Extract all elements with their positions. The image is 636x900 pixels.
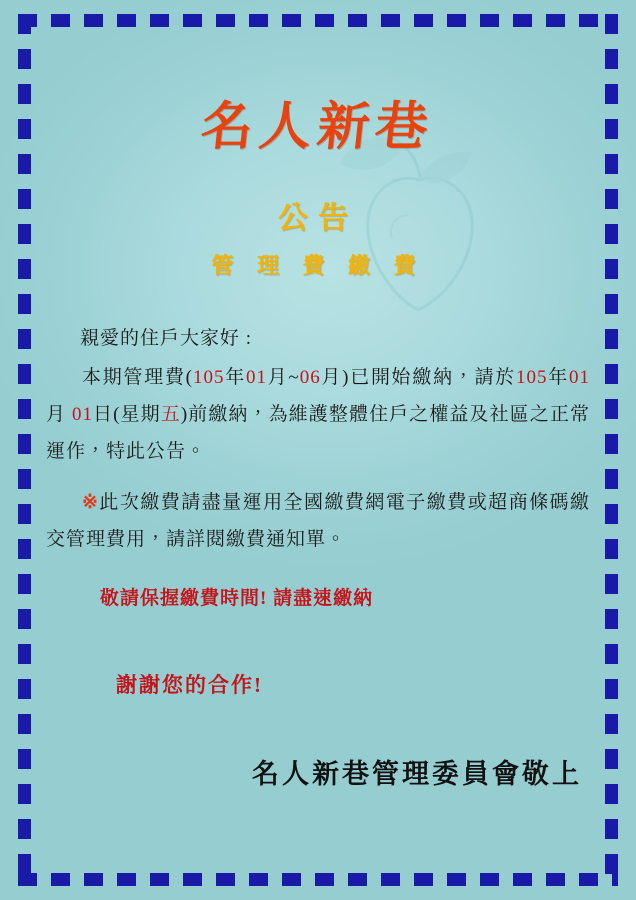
- page-subtitle: 管 理 費 繳 費: [211, 253, 425, 278]
- period-year-unit: 年: [224, 367, 246, 389]
- due-month-unit: 月: [46, 404, 67, 426]
- poster-content: [46, 46, 590, 854]
- due-weekday: 五: [160, 404, 181, 426]
- paragraph1-after-period: )已開始繳納，請於: [342, 367, 517, 389]
- border-decoration-right: [605, 14, 618, 886]
- border-decoration-bottom: [18, 873, 618, 886]
- due-year-unit: 年: [547, 367, 570, 389]
- period-year: 105: [192, 367, 225, 389]
- greeting-text: 親愛的住戶大家好 :: [80, 328, 253, 349]
- announcement-body: [46, 320, 590, 801]
- period-month-end: 06: [299, 367, 321, 389]
- page-title: 公告: [278, 202, 358, 235]
- paragraph1-lead: 本期管理費(: [82, 367, 193, 389]
- due-year: 105: [516, 367, 548, 389]
- period-month-end-unit: 月: [320, 367, 343, 389]
- asterisk-mark-icon: ※: [82, 492, 100, 514]
- border-decoration-top: [18, 14, 618, 27]
- border-decoration-left: [18, 14, 31, 886]
- community-logo: 名人新巷: [198, 99, 437, 156]
- due-day: 01: [71, 404, 93, 426]
- paragraph-payment-methods: [46, 484, 590, 558]
- notice-reminder: 敬請保握繳費時間! 請盡速繳納: [100, 588, 374, 610]
- period-month-start-unit: 月~: [266, 367, 300, 389]
- paragraph-billing-period: [46, 359, 590, 470]
- period-month-start: 01: [245, 367, 267, 389]
- thanks-message: 謝謝您的合作!: [116, 673, 263, 698]
- signature-committee: 名人新巷管理委員會敬上: [252, 759, 582, 790]
- due-day-unit: 日(星期: [92, 404, 161, 426]
- paragraph2-text: 此次繳費請盡量運用全國繳費網電子繳費或超商條碼繳交管理費用，請詳閱繳費通知單。: [46, 492, 590, 551]
- due-close: )前繳納，為維護整體住戶之權益及社區之正常運作，特此公告。: [46, 404, 590, 463]
- due-month: 01: [569, 367, 591, 389]
